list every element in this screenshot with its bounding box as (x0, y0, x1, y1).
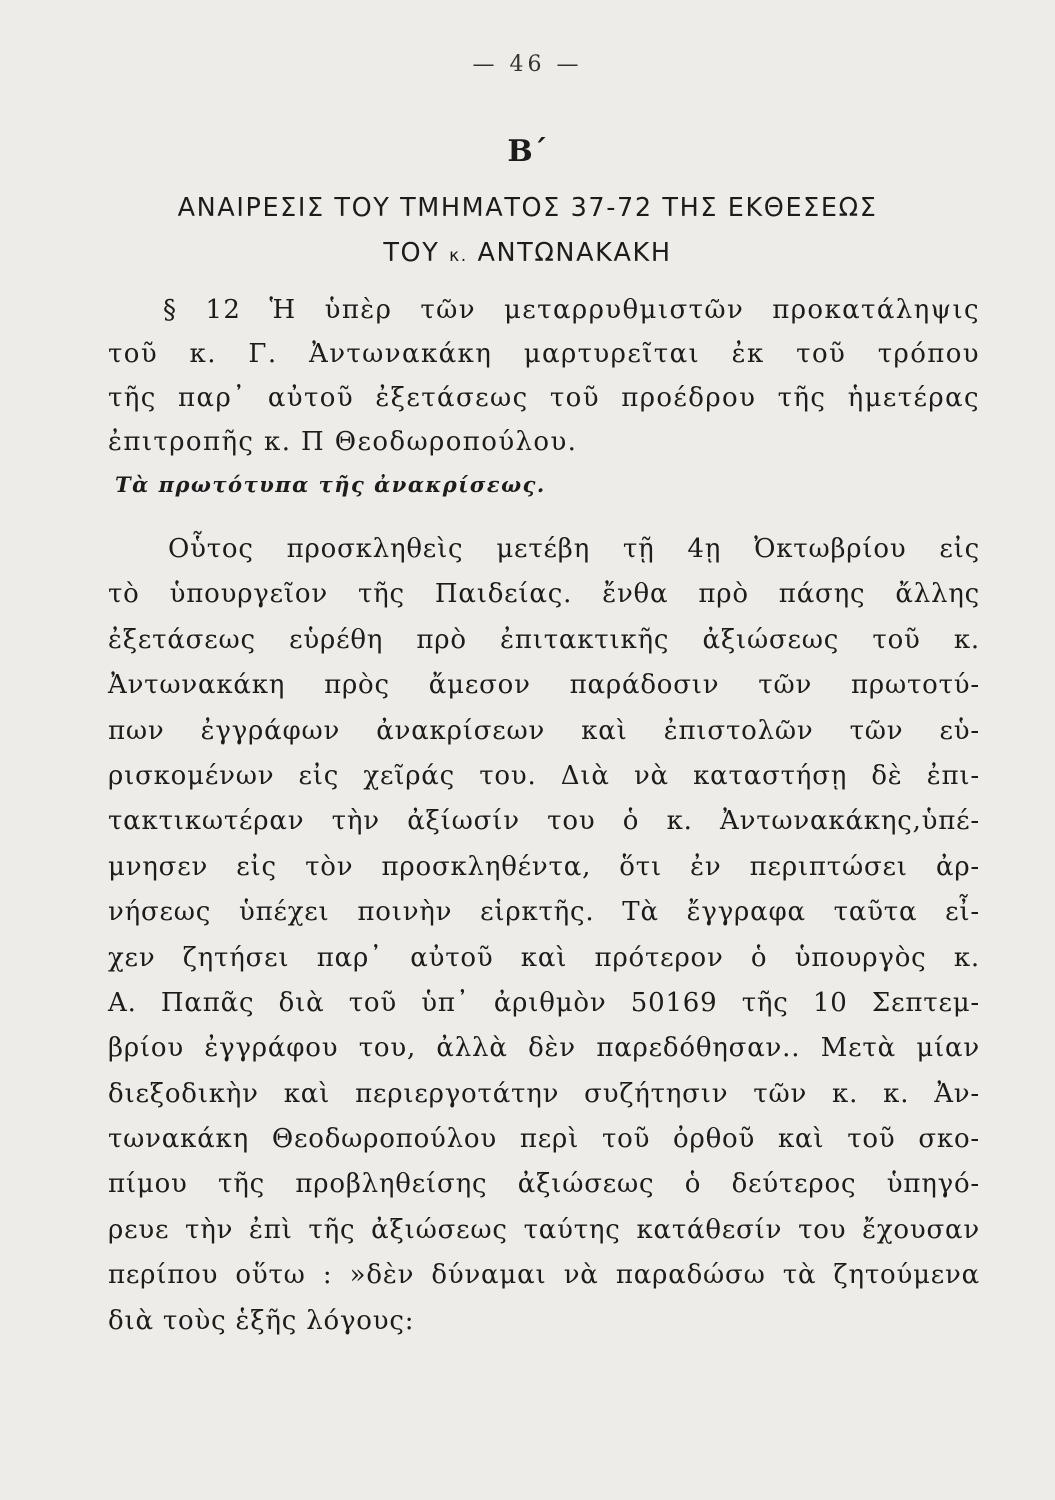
section-title-line-2-post: ΑΝΤΩΝΑΚΑΚΗ (467, 238, 672, 268)
text-line: τῆς παρ᾽ αὐτοῦ ἐξετάσεως τοῦ προέδρου τῆς ἡμετέρας (108, 383, 980, 413)
paragraph-body (108, 527, 980, 1344)
section-title (70, 186, 985, 279)
text-line: πων ἐγγράφων ἀνακρίσεων καὶ ἐπιστολῶν τῶν εὑ- (108, 715, 980, 746)
text-line: νήσεως ὑπέχει ποινὴν εἱρκτῆς. Τὰ ἔγγραφα ταῦτα εἶ- (108, 897, 980, 928)
text-line: διὰ τοὺς ἑξῆς λόγους: (108, 1305, 415, 1336)
text-line: ἐξετάσεως εὑρέθη πρὸ ἐπιτακτικῆς ἀξιώσεως τοῦ κ. (108, 624, 980, 655)
paragraph-section-12 (108, 288, 980, 464)
text-line: Ἀντωνακάκη πρὸς ἄμεσον παράδοσιν τῶν πρωτοτύ- (108, 670, 980, 701)
section-title-line-2 (70, 231, 985, 279)
text-line: ρευε τὴν ἐπὶ τῆς ἀξιώσεως ταύτης κατάθεσίν του ἔχουσαν (108, 1214, 980, 1245)
text-line: βρίου ἐγγράφου του, ἀλλὰ δὲν παρεδόθησαν.. Μετὰ μίαν (108, 1033, 980, 1064)
text-line: ἐπιτροπῆς κ. Π Θεοδωροπούλου. (108, 427, 578, 457)
text-line: διεξοδικὴν καὶ περιεργοτάτην συζήτησιν τῶν κ. κ. Ἀν- (108, 1078, 980, 1109)
text-line: ρισκομένων εἰς χεῖράς του. Διὰ νὰ καταστήσῃ δὲ ἐπι- (108, 760, 980, 791)
text-line: τακτικωτέραν τὴν ἀξίωσίν του ὁ κ. Ἀντωνακάκης,ὑπέ- (108, 806, 980, 837)
text-line: Οὗτος προσκληθεὶς μετέβη τῇ 4ῃ Ὀκτωβρίου εἰς (168, 534, 980, 564)
text-line: περίπου οὕτω : »δὲν δύναμαι νὰ παραδώσω τὰ ζητούμενα (108, 1260, 980, 1291)
text-line: πίμου τῆς προβληθείσης ἀξιώσεως ὁ δεύτερος ὑπηγό- (108, 1169, 980, 1200)
text-line: τωνακάκη Θεοδωροπούλου περὶ τοῦ ὀρθοῦ καὶ τοῦ σκο- (108, 1124, 980, 1155)
section-title-line-1: ΑΝΑΙΡΕΣΙΣ ΤΟΥ ΤΜΗΜΑΤΟΣ 37-72 ΤΗΣ ΕΚΘΕΣΕΩΣ (177, 193, 878, 223)
text-line: χεν ζητήσει παρ᾽ αὐτοῦ καὶ πρότερον ὁ ὑπουργὸς κ. (108, 942, 980, 973)
section-title-line-2-pre: ΤΟΥ (383, 238, 450, 268)
page-number: — 46 — (472, 52, 583, 77)
text-line: μνησεν εἰς τὸν προσκληθέντα, ὅτι ἐν περιπτώσει ἀρ- (108, 851, 980, 882)
section-title-line-2-k: κ. (449, 246, 468, 266)
text-line: § 12 Ἡ ὑπὲρ τῶν μεταρρυθμιστῶν προκατάληψις (163, 295, 980, 325)
text-line: Α. Παπᾶς διὰ τοῦ ὑπ᾽ ἀριθμὸν 50169 τῆς 10 Σεπτεμ- (108, 987, 980, 1018)
text-line: τὸ ὑπουργεῖον τῆς Παιδείας. ἔνθα πρὸ πάσης ἄλλης (108, 579, 980, 610)
section-mark: Β΄ (507, 134, 548, 169)
subheading: Τὰ πρωτότυπα τῆς ἀνακρίσεως. (115, 472, 546, 497)
text-line: τοῦ κ. Γ. Ἀντωνακάκη μαρτυρεῖται ἐκ τοῦ τρόπου (108, 339, 980, 369)
